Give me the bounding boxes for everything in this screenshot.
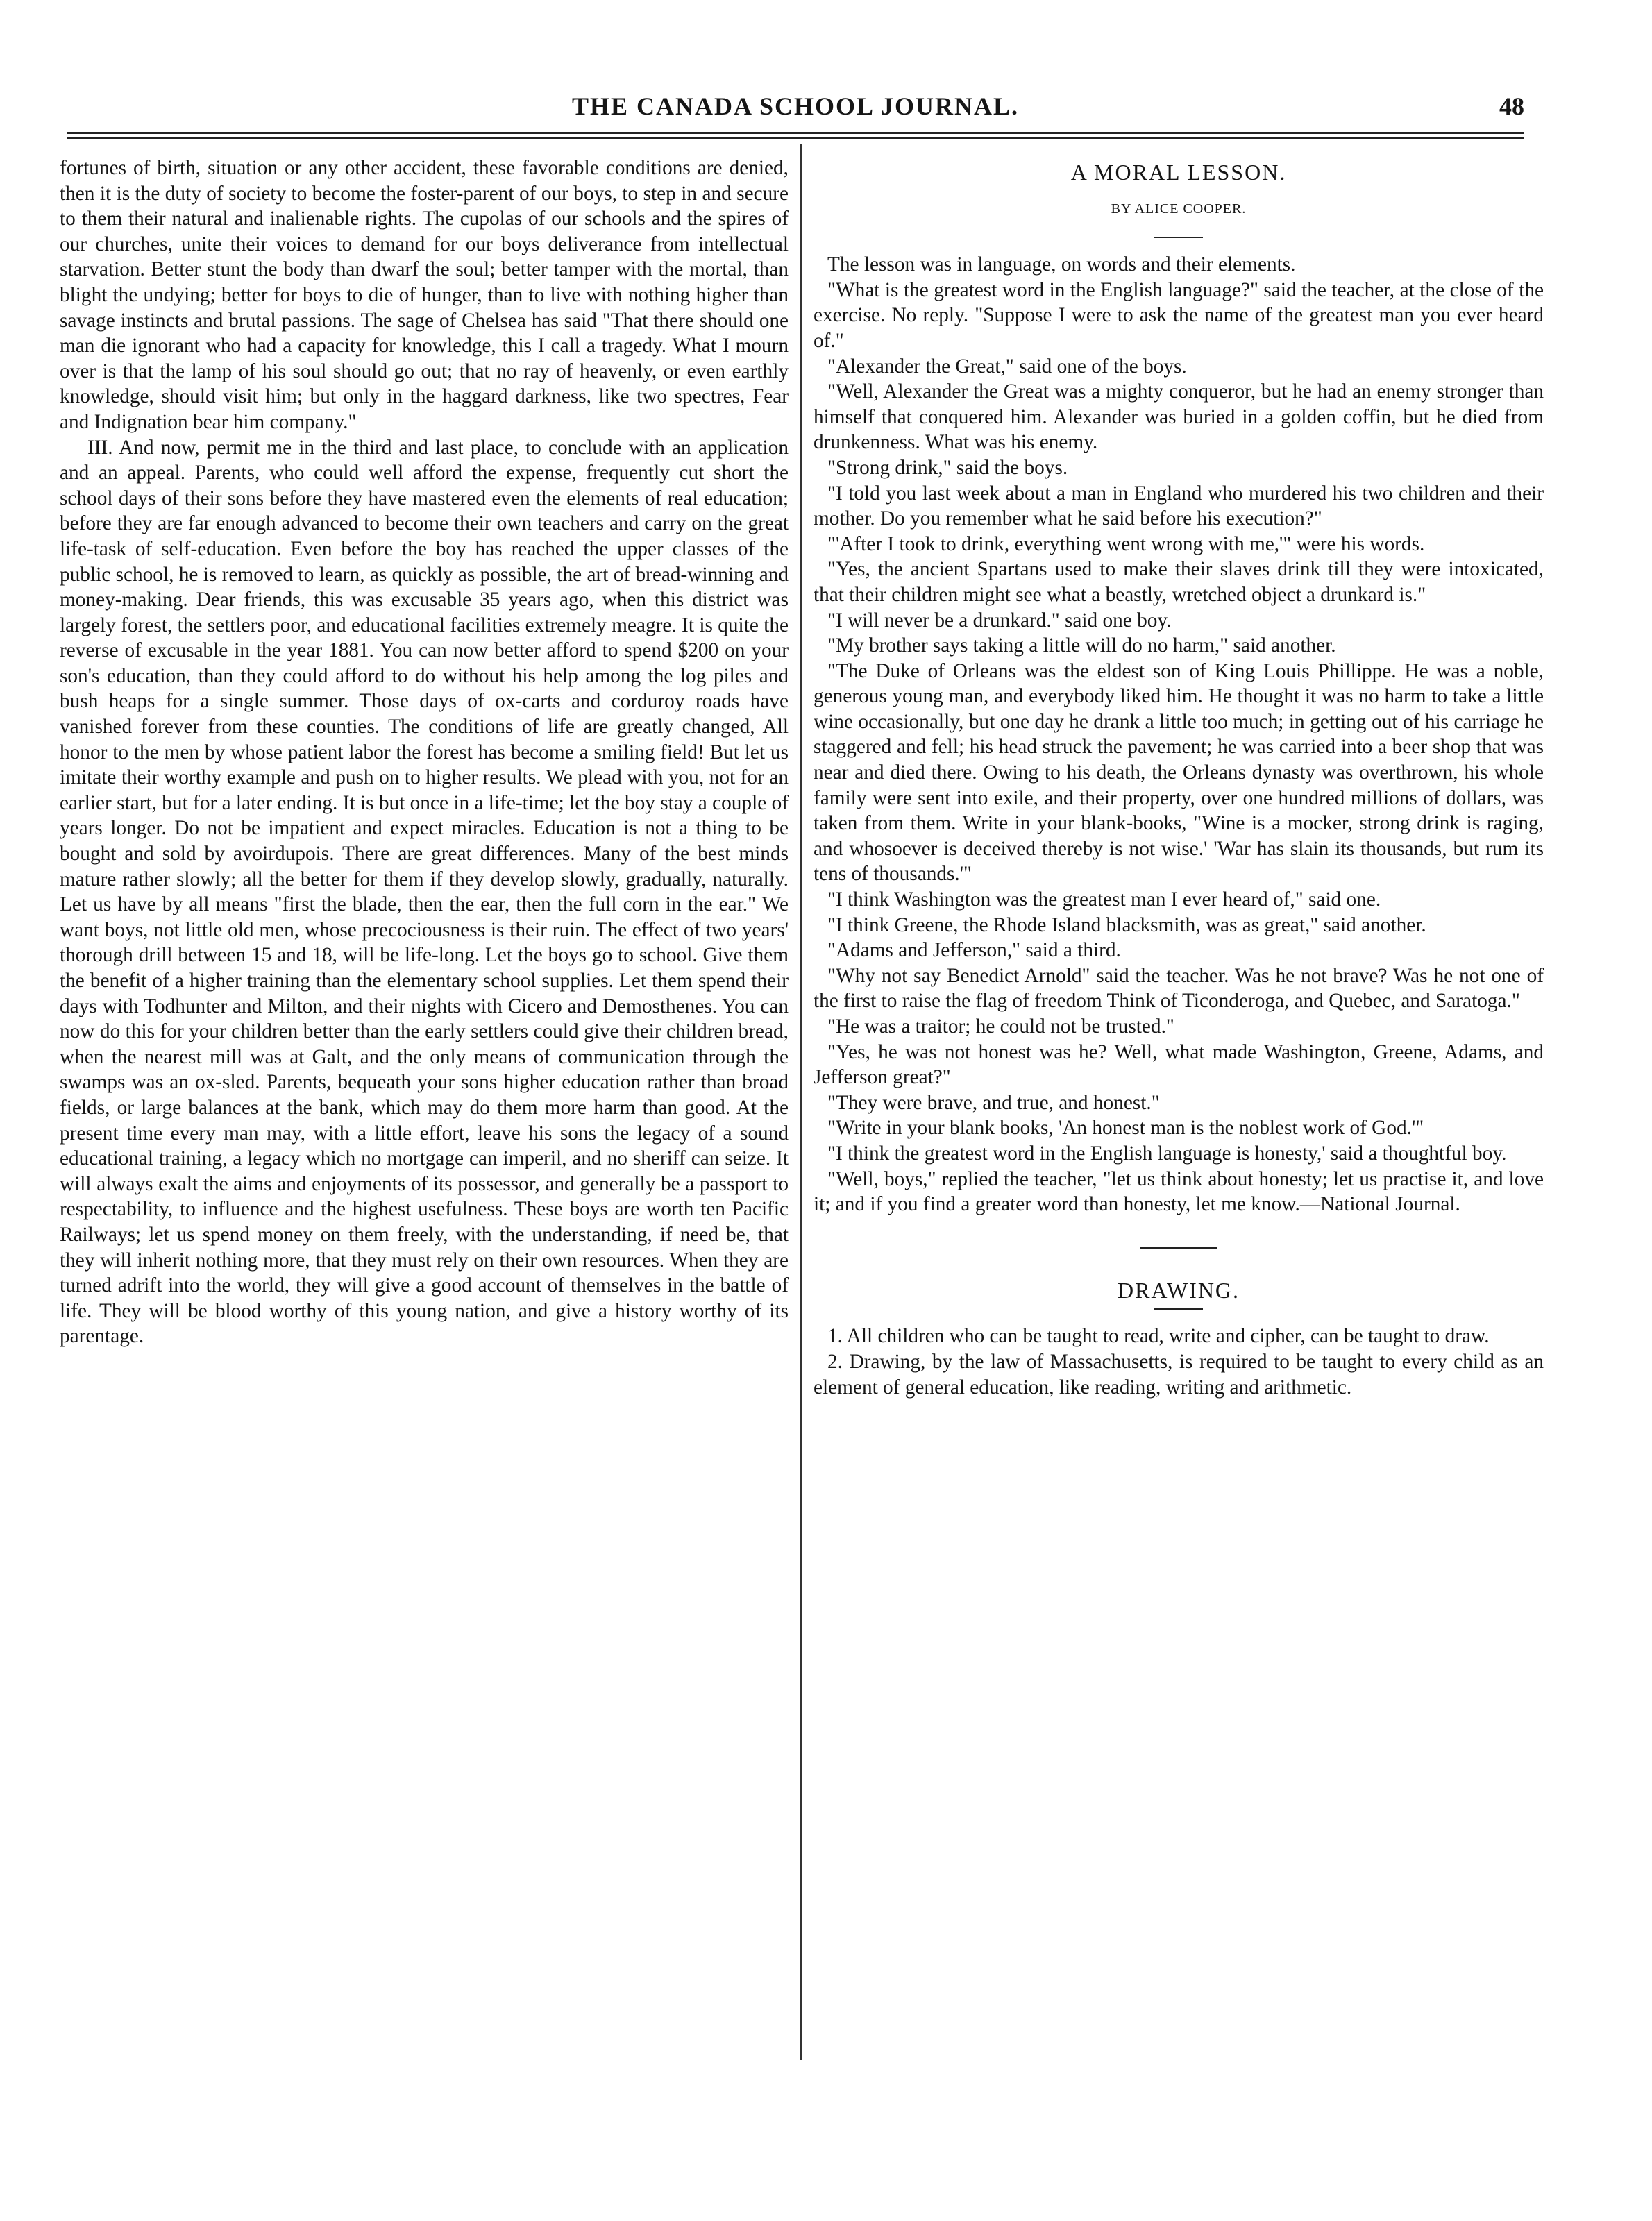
title-rule [1154, 1308, 1203, 1310]
running-header [67, 89, 1524, 130]
paragraph: 1. All children who can be taught to read, write and cipher, can be taught to draw. [827, 1325, 1490, 1348]
paragraph: "I think the greatest word in the English language is honesty,' said a thoughtful boy. [827, 1142, 1507, 1165]
paragraph: "The Duke of Orleans was the eldest son of King Louis Phillippe. He was a noble, generous young man, and everybody liked him. He thought it was no harm to take a little wine occasionally, but one day he drank a little too much; in getting out of his carriage he staggered and fell; his head struck the pavement; he was carried into a beer shop that was near and died there. Owing to his death, the Orleans dynasty was overthrown, his whole family were sent into exile, and their property, over one hundred millions of dollars, was taken from them. Write in your blank-books, "Wine is a mocker, strong drink is raging, and whosoever is deceived thereby is not wise.' 'War has slain its thousands, but rum its tens of thousands.'" [814, 659, 1544, 886]
header-rule-top [67, 132, 1524, 134]
left-column [60, 155, 789, 1349]
paragraph: "I think Washington was the greatest man I ever heard of," said one. [827, 888, 1381, 911]
paragraph: "Yes, the ancient Spartans used to make their slaves drink till they were intoxicated, that their children might see what a beastly, wretched object a drunkard is." [814, 558, 1544, 606]
paragraph: "I will never be a drunkard." said one boy. [827, 609, 1172, 632]
article-title-moral-lesson: A MORAL LESSON. [1070, 160, 1287, 185]
paragraph: "'After I took to drink, everything went wrong with me,'" were his words. [827, 532, 1425, 555]
paragraph: fortunes of birth, situation or any other accident, these favorable conditions are denied, then it is the duty of society to become the foster-parent of our boys, to step in and secure to them their natural and inalienable rights. The cupolas of our schools and the spires of our churches, unite their voices to demand for our boys deliverance from intellectual starvation. Better stunt the body than dwarf the soul; better tamper with the mortal, than blight the undying; better for boys to die of hunger, than to live with nothing higher than savage instincts and brutal passions. The sage of Chelsea has said "That there should one man die ignorant who had a capacity for knowledge, this I call a tragedy. What I mourn over is that the lamp of his soul should go out; that no ray of heavenly, or even earthly knowledge, should visit him; but only in the haggard darkness, like two spectres, Fear and Indignation bear him company." [60, 157, 789, 433]
paragraph: "They were brave, and true, and honest." [827, 1091, 1160, 1114]
paragraph: III. And now, permit me in the third and last place, to conclude with an application and an appeal. Parents, who could well afford the expense, frequently cut short the school days of their sons before they have mastered even the elements of real education; before they are far enough advanced to become their own teachers and carry on the great life-task of self-education. Even before the boy has reached the upper classes of the public school, he is removed to learn, as quickly as possible, the art of bread-winning and money-making. Dear friends, this was excusable 35 years ago, when this district was largely forest, the settlers poor, and educational facilities extremely meagre. It is quite the reverse of excusable in the year 1881. You can now better afford to spend $200 on your son's education, than they could afford to do without his help among the log piles and bush heaps for a single summer. Those days of ox-carts and corduroy roads have vanished forever from these counties. The conditions of life are greatly changed, All honor to the men by whose patient labor the forest has become a smiling field! But let us imitate their worthy example and push on to higher results. We plead with you, not for an earlier start, but for a later ending. It is but once in a life-time; let the boy stay a couple of years longer. Do not be impatient and expect miracles. Education is not a thing to be bought and sold by avoirdupois. There are great differences. Many of the best minds mature rather slowly; all the better for them if they develop slowly, gradually, naturally. Let us have by all means "first the blade, then the ear, then the full corn in the ear." We want boys, not little old men, whose precociousness is their ruin. The effect of two years' thorough drill between 15 and 18, will be life-long. Let the boys go to school. Give them the benefit of a higher training than the elementary school supplies. Let them spend their days with Todhunter and Milton, and their nights with Cicero and Demosthenes. You can now do this for your children better than the early settlers could give their children bread, when the nearest mill was at Galt, and the only means of communication through the swamps was an ox-sled. Parents, bequeath your sons higher education rather than broad fields, or large balances at the bank, which may do them more harm than good. At the present time every man may, with a little effort, leave his sons the legacy of a sound educational training, a legacy which no mortgage can imperil, and no sheriff can seize. It will always exalt the aims and enjoyments of its possessor, and generally be a passport to respectability, to influence and the highest usefulness. These boys are worth ten Pacific Railways; let us spend money on them freely, with the understanding, if need be, that they will inherit nothing more, that they must rely on their own resources. When they are turned adrift into the world, they will give a good account of themselves in the battle of life. They will be blood worthy of this young nation, and give a history worthy of its parentage. [60, 436, 789, 1348]
page-number: 48 [1499, 92, 1524, 120]
paragraph: "What is the greatest word in the English language?" said the teacher, at the close of the exercise. No reply. "Suppose I were to ask the name of the greatest man you ever heard of." [814, 278, 1544, 352]
journal-title: THE CANADA SCHOOL JOURNAL. [571, 92, 1020, 120]
paragraph: "My brother says taking a little will do no harm," said another. [827, 634, 1336, 657]
paragraph: "Adams and Jefferson," said a third. [827, 939, 1121, 962]
paragraph: "Alexander the Great," said one of the boys. [827, 355, 1187, 378]
paragraph: 2. Drawing, by the law of Massachusetts, is required to be taught to every child as an element of general education, like reading, writing and arithmetic. [814, 1350, 1544, 1399]
paragraph: "Yes, he was not honest was he? Well, what made Washington, Greene, Adams, and Jefferson great?" [814, 1040, 1544, 1089]
column-divider [800, 144, 802, 2060]
paragraph: "Well, boys," replied the teacher, "let us think about honesty; let us practise it, and love it; and if you find a greater word than honesty, let me know.—National Journal. [814, 1167, 1544, 1216]
header-rule-bottom [67, 137, 1524, 139]
article-byline: BY ALICE COOPER. [1111, 201, 1247, 217]
paragraph: "I think Greene, the Rhode Island blacksmith, was as great," said another. [827, 913, 1426, 936]
paragraph: "I told you last week about a man in England who murdered his two children and their mother. Do you remember what he said before his execution?" [814, 482, 1544, 530]
byline-rule [1154, 237, 1203, 238]
right-column [814, 155, 1544, 1400]
paragraph: "Write in your blank books, 'An honest man is the noblest work of God.'" [827, 1117, 1424, 1140]
article-separator [1140, 1247, 1217, 1249]
paragraph: The lesson was in language, on words and their elements. [827, 253, 1296, 276]
article-title-drawing: DRAWING. [1117, 1277, 1240, 1303]
paragraph: "Well, Alexander the Great was a mighty conqueror, but he had an enemy stronger than himself that conquered him. Alexander was buried in a golden coffin, but he died from drunkenness. What was his enemy. [814, 380, 1544, 454]
paragraph: "Strong drink," said the boys. [827, 456, 1068, 479]
paragraph: "He was a traitor; he could not be trusted." [827, 1015, 1174, 1038]
paragraph: "Why not say Benedict Arnold" said the teacher. Was he not brave? Was he not one of the first to raise the flag of freedom Think of Ticonderoga, and Quebec, and Saratoga." [814, 964, 1544, 1013]
